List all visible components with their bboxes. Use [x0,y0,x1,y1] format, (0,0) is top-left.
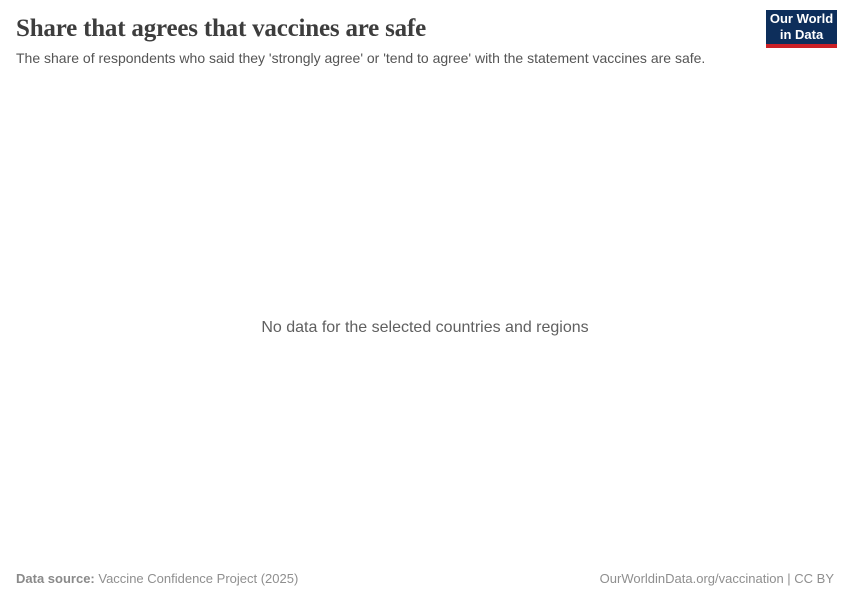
data-source-label: Data source: [16,571,95,586]
chart-subtitle: The share of respondents who said they 'strongly agree' or 'tend to agree' with the statement vaccines are safe. [16,50,706,66]
data-source[interactable] [16,571,298,586]
owid-logo-line2: in Data [779,27,824,42]
chart-footer [16,571,834,586]
chart-area [0,90,850,566]
chart-header [0,0,850,68]
data-source-value: Vaccine Confidence Project (2025) [98,571,299,586]
owid-logo-line1: Our World [769,11,834,27]
owid-logo[interactable] [766,10,837,48]
no-data-message: No data for the selected countries and regions [261,319,589,336]
page-title: Share that agrees that vaccines are safe [16,15,426,42]
footer-license-link[interactable]: OurWorldinData.org/vaccination | CC BY [599,571,834,586]
